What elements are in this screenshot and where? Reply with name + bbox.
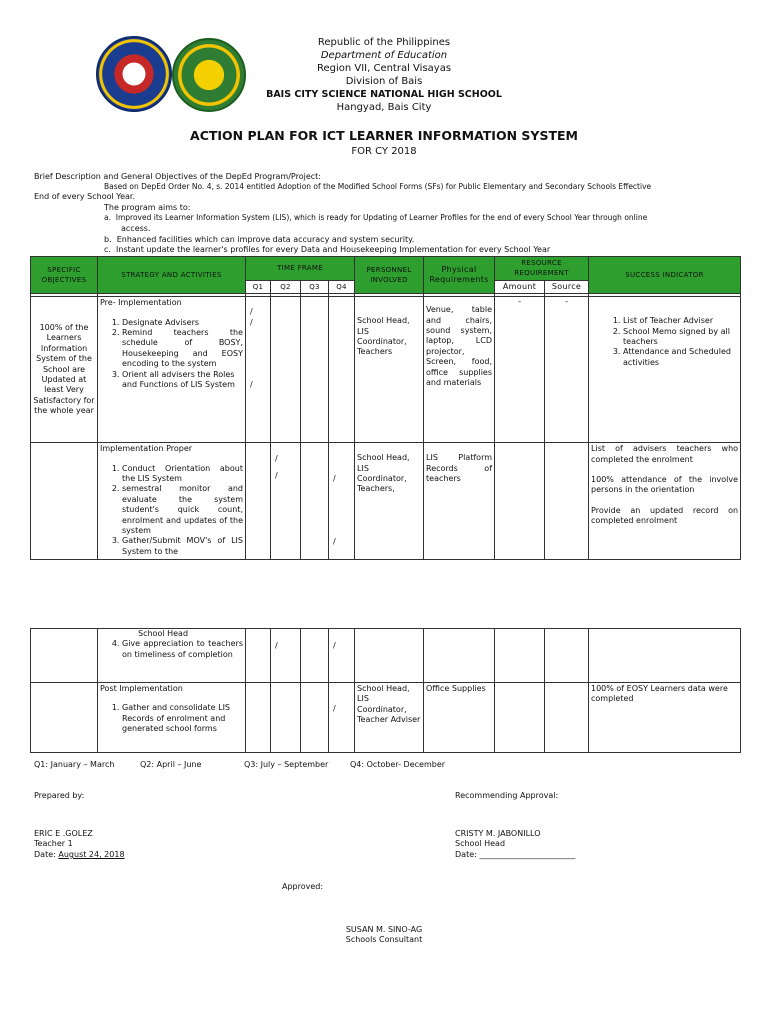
q4-cell [329,629,355,683]
indicator-cell [589,443,741,560]
activity-item: 1. Designate Advisers [122,318,243,328]
quarter-legend-q1: Q1: January – March [34,760,115,769]
table-row [31,629,741,683]
objective-cell [31,297,98,443]
recommender-role: School Head [455,839,506,848]
col-resource: RESOURCE REQUIREMENT [495,257,589,281]
header-address: Hangyad, Bais City [336,102,432,113]
activity-cont-text: School Head [138,629,189,638]
indicator-item: 1. List of Teacher Adviser [623,316,738,326]
action-plan-table [30,256,741,560]
col-q3: Q3 [301,280,329,293]
check-mark: / [275,454,278,464]
post-implementation-cell [98,683,246,753]
col-strategy: STRATEGY AND ACTIVITIES [98,257,246,294]
activity-item: 1. Conduct Orientation about the LIS System [122,464,243,485]
activity-item: 3. Gather/Submit MOV's of LIS System to the [122,536,243,557]
pre-implementation-cell [98,297,246,443]
phase-label: Pre- Implementation [100,298,182,308]
date-value: August 24, 2018 [58,850,125,859]
personnel-text: School Head, LIS Coordinator, Teachers, [357,453,410,494]
physical-cell [424,443,495,560]
aim-c: c. Instant update the learner's profiles for every Data and Housekeeping Implementation for every School Year [104,245,551,254]
preparer-name: ERIC E .GOLEZ [34,829,93,838]
quarter-legend-q4: Q4: October- December [350,760,446,769]
implementation-cont-cell [98,629,246,683]
header-republic: Republic of the Philippines [317,37,451,48]
personnel-cell [355,297,424,443]
header-division: Division of Bais [345,76,423,87]
description-paragraph: Based on DepEd Order No. 4, s. 2014 entitled Adoption of the Modified School Forms (SFs) for Public Elementary and Secondary Schools Effective [104,182,652,191]
check-mark: / [275,641,278,650]
activity-item: 2. semestral monitor and evaluate the system student's quick count, enrolment and updates of the system [122,484,243,536]
col-q2: Q2 [271,280,301,293]
check-mark: / [250,380,253,390]
header-department: Department of Education [320,50,448,61]
activity-item: 1. Gather and consolidate LIS Records of enrolment and generated school forms [122,703,243,734]
indicator-text: 100% attendance of the involve persons in the orientation [591,475,739,495]
aim-b: b. Enhanced facilities which can improve data accuracy and system security. [104,235,415,244]
indicator-item: 2. School Memo signed by all teachers [623,327,738,348]
phase-label: Post Implementation [100,684,183,693]
quarter-legend-q3: Q3: July – September [244,760,329,769]
indicator-cell [589,297,741,443]
col-source: Source [545,280,589,293]
check-mark: / [333,536,336,546]
table-row [31,297,741,443]
activity-item: 3. Orient all advisers the Roles and Functions of LIS System [122,370,243,391]
col-indicator: SUCCESS INDICATOR [589,257,741,294]
physical-cell [424,297,495,443]
indicator-text: Provide an updated record on completed enrolment [591,505,739,526]
approver-name: SUSAN M. SINO-AG [345,925,423,934]
physical-cell: Office Supplies [424,683,495,753]
table-row [31,443,741,560]
document-subtitle: FOR CY 2018 [351,146,417,157]
col-time-frame: TIME FRAME [246,257,355,281]
recommender-name: CRISTY M. JABONILLO [455,829,541,838]
physical-text: LIS Platform Records of teachers [426,453,493,484]
q4-cell [329,443,355,560]
preparer-date [34,850,125,861]
q2-cell [271,629,301,683]
personnel-cell [355,443,424,560]
q4-cell [329,683,355,753]
preparer-role: Teacher 1 [34,839,73,848]
col-q1: Q1 [246,280,271,293]
prepared-by-label: Prepared by: [34,791,85,800]
col-objectives: SPECIFIC OBJECTIVES [31,257,98,294]
header-region: Region VII, Central Visayas [316,63,452,74]
personnel-cell: School Head, LIS Coordinator, Teacher Adviser [355,683,424,753]
aim-a: a. Improved its Learner Information System (LIS), which is ready for Updating of Learner Profiles for the end of every School Year through online [104,213,648,222]
objective-text: 100% of the Learners Information System of the School are Updated at least Very Satisfactory for the whole year [33,322,95,416]
approved-label: Approved: [282,882,324,891]
implementation-cell [98,443,246,560]
q1-cell [246,297,271,443]
check-mark: / [333,641,336,650]
activity-item: 4. Give appreciation to teachers on timeliness of completion [122,639,243,660]
action-plan-table-continued [30,628,741,753]
document-title: ACTION PLAN FOR ICT LEARNER INFORMATION SYSTEM [190,128,578,143]
check-mark: / [333,474,336,484]
indicator-item: 3. Attendance and Scheduled activities [623,347,738,368]
aims-intro: The program aims to: [104,203,191,212]
col-q4: Q4 [329,280,355,293]
aim-a-cont: access. [121,224,151,233]
description-paragraph-end: End of every School Year. [34,192,135,201]
approver-role: Schools Consultant [345,935,423,944]
recommender-date: Date: ________________________ [455,850,576,859]
col-physical: Physical Requirements [424,257,495,294]
recommending-approval-label: Recommending Approval: [455,791,559,800]
col-personnel: PERSONNEL INVOLVED [355,257,424,294]
check-mark: / [275,470,278,480]
source-cell: - [545,297,589,443]
quarter-legend-q2: Q2: April – June [140,760,202,769]
date-label: Date: [34,850,56,859]
description-heading: Brief Description and General Objectives of the DepEd Program/Project: [34,172,321,181]
activity-item: 2. Remind teachers the schedule of BOSY, Housekeeping and EOSY encoding to the system [122,328,243,370]
check-mark: / [250,317,253,327]
physical-text: Venue, table and chairs, sound system, laptop, LCD projector, Screen, food, office supplies and materials [426,305,493,388]
indicator-cell: 100% of EOSY Learners data were completed [589,683,741,753]
header-school-name: BAIS CITY SCIENCE NATIONAL HIGH SCHOOL [266,89,502,100]
personnel-text: School Head, LIS Coordinator, Teachers [357,316,410,357]
q2-cell [271,443,301,560]
indicator-text: List of advisers teachers who completed the enrolment [591,444,739,464]
table-row [31,683,741,753]
col-amount: Amount [495,280,545,293]
amount-cell: - [495,297,545,443]
check-mark: / [250,307,253,317]
phase-label: Implementation Proper [100,444,193,454]
check-mark: / [333,704,336,713]
